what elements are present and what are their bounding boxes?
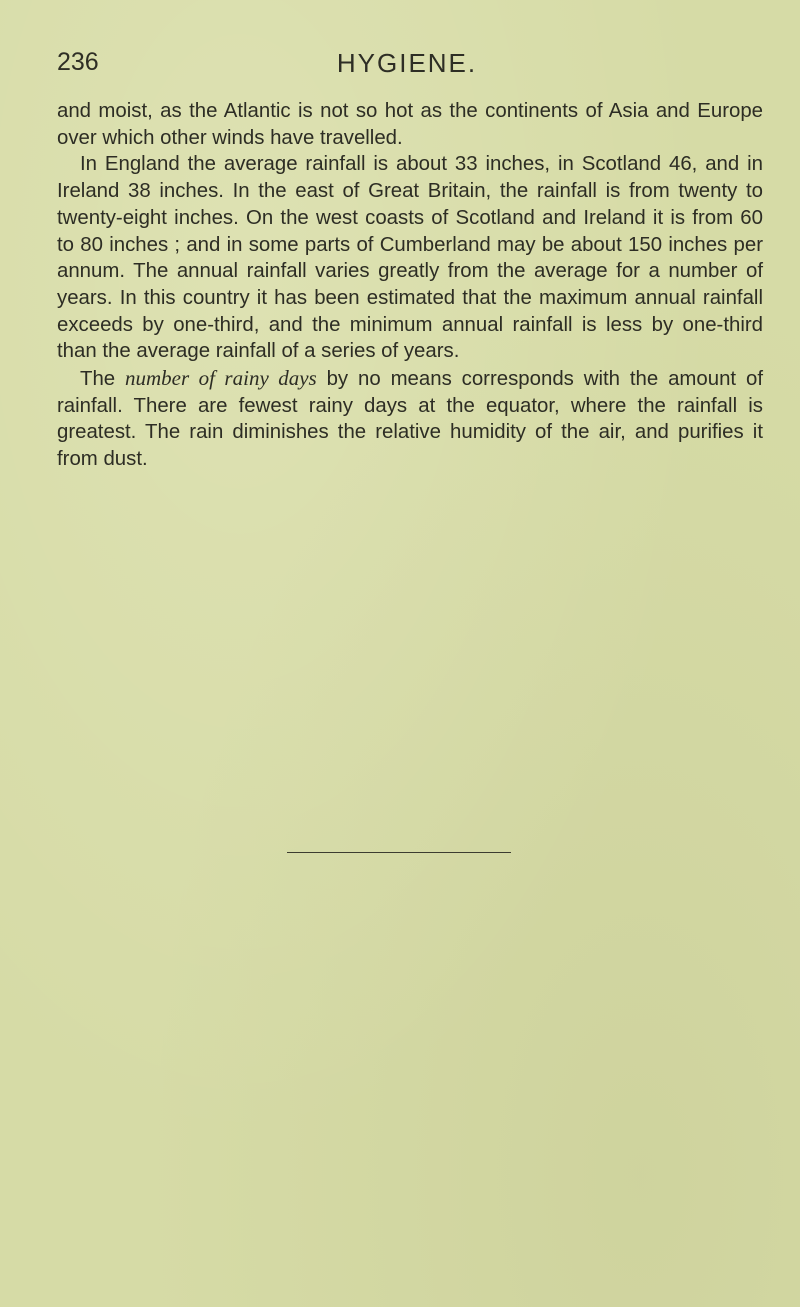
italic-phrase: number of rainy days (125, 366, 317, 391)
body-text (57, 98, 763, 473)
section-end-rule (287, 852, 511, 853)
paragraph-lead: The (80, 368, 126, 391)
paragraph-rest: by no means corresponds with the amount of rainfall. There are fewest rainy days at the equator, where the rainfall is greatest. The rain diminishes the relative humidity of the air, and purifies it from dust. (57, 368, 763, 471)
running-head (57, 48, 757, 88)
running-title: HYGIENE. (336, 48, 478, 78)
paragraph-rainfall: In England the average rainfall is about 33 inches, in Scotland 46, and in Ireland 38 inches. In the east of Great Britain, the rainfall is from twenty to twenty-eight inches. On the west coasts of Scotland and Ireland it is from 60 to 80 inches ; and in some parts of Cumberland may be about 150 inches per annum. The annual rainfall varies greatly from the average for a number of years. In this country it has been estimated that the maximum annual rainfall exceeds by one-third, and the minimum annual rainfall is less by one-third than the average rainfall of a series of years. (57, 153, 763, 363)
paragraph-continued: and moist, as the Atlantic is not so hot as the continents of Asia and Europe over which other winds have travelled. (57, 100, 763, 149)
paragraph-rainy-days (57, 365, 763, 473)
page-number: 236 (57, 48, 99, 76)
